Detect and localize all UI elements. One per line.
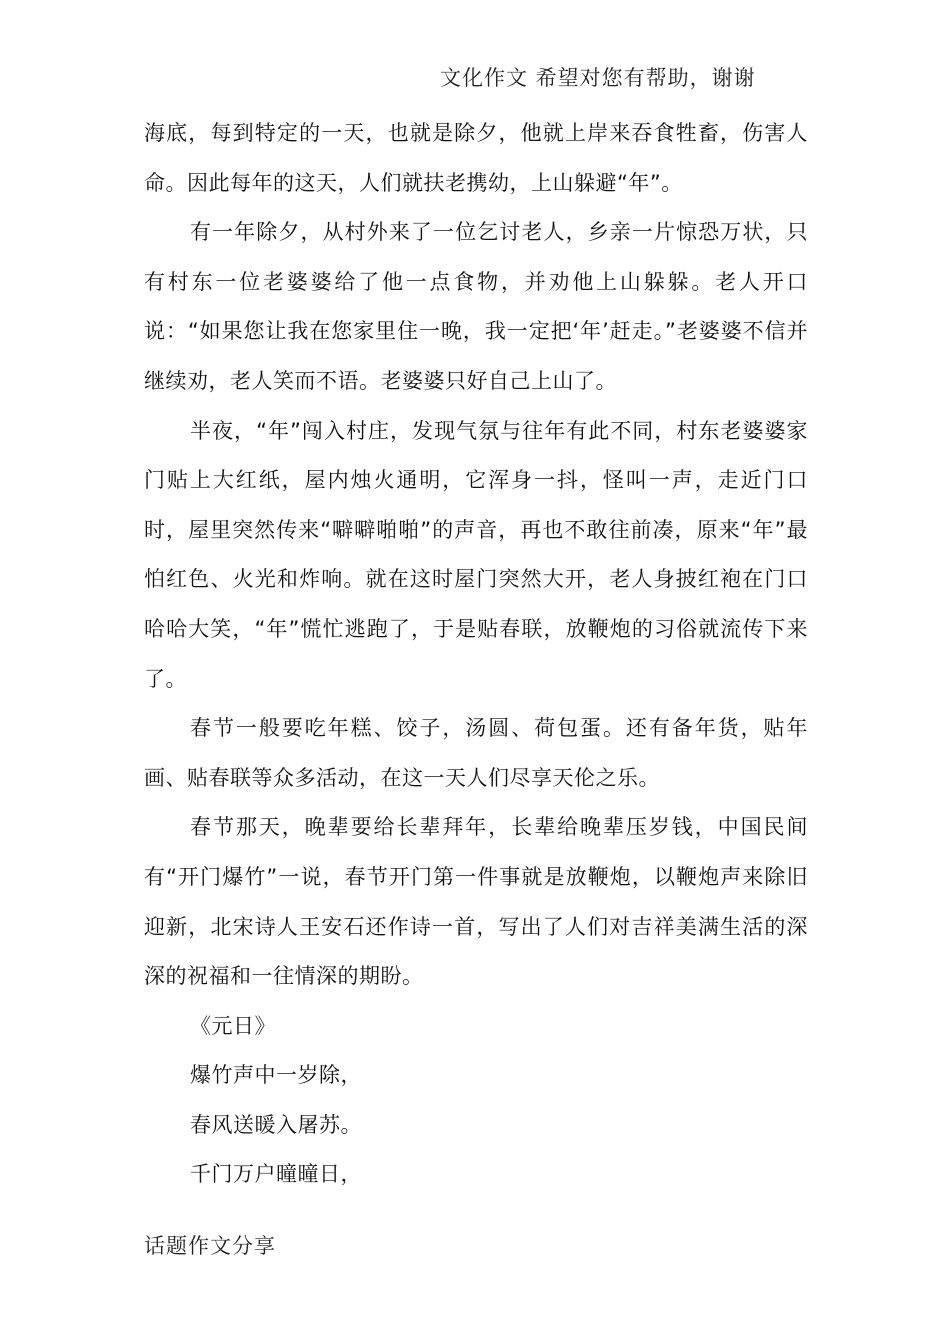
document-body: [144, 109, 808, 1200]
poem-line-3: 千门万户曈曈日，: [190, 1162, 362, 1187]
page-header: 文化作文 希望对您有帮助，谢谢: [440, 66, 756, 90]
paragraph-2: 有一年除夕，从村外来了一位乞讨老人，乡亲一片惊恐万状，只有村东一位老婆婆给了他一点食物，并劝他上山躲躲。老人开口说：“如果您让我在您家里住一晚，我一定把‘年’赶走。”老婆婆不信并继续劝，老人笑而不语。老婆婆只好自己上山了。: [144, 220, 808, 393]
paragraph-1: 海底，每到特定的一天，也就是除夕，他就上岸来吞食牲畜，伤害人命。因此每年的这天，人们就扶老携幼，上山躲避“年”。: [144, 121, 808, 195]
page-footer: 话题作文分享: [144, 1234, 276, 1258]
poem-title: 《元日》: [190, 1013, 276, 1038]
poem-line-1: 爆竹声中一岁除，: [190, 1063, 362, 1088]
poem-line-2: 春风送暖入屠苏。: [190, 1112, 362, 1137]
paragraph-3: 半夜，“年”闯入村庄，发现气氛与往年有此不同，村东老婆婆家门贴上大红纸，屋内烛火通明，它浑身一抖，怪叫一声，走近门口时，屋里突然传来“噼噼啪啪”的声音，再也不敢往前凑，原来“年”最怕红色、火光和炸响。就在这时屋门突然大开，老人身披红袍在门口哈哈大笑，“年”慌忙逃跑了，于是贴春联，放鞭炮的习俗就流传下来了。: [144, 418, 808, 691]
paragraph-4: 春节一般要吃年糕、饺子，汤圆、荷包蛋。还有备年货，贴年画、贴春联等众多活动，在这一天人们尽享天伦之乐。: [144, 716, 808, 790]
paragraph-5: 春节那天，晚辈要给长辈拜年，长辈给晚辈压岁钱，中国民间有“开门爆竹”一说，春节开门第一件事就是放鞭炮，以鞭炮声来除旧迎新，北宋诗人王安石还作诗一首，写出了人们对吉祥美满生活的深深的祝福和一往情深的期盼。: [144, 815, 808, 989]
